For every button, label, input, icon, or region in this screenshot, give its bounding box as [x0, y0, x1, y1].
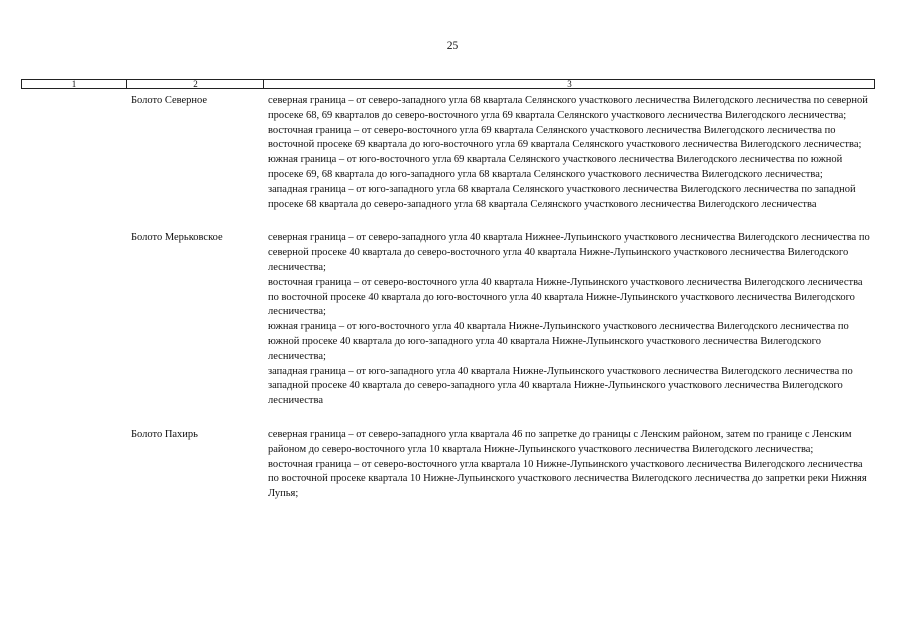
- boundary-south: южная граница – от юго-восточного угла 40 квартала Нижне-Лупьинского участкового лесничества Вилегодского лесничества по южной просеке 40 квартала до юго-западного угла 40 квартала Нижне-Лупьинского участкового лесничества Вилегодского лесничества;: [268, 321, 849, 362]
- boundary-description: [268, 231, 870, 409]
- bog-name: Болото Мерьковское: [131, 232, 223, 244]
- table-row-bog-pakhir: [0, 428, 905, 502]
- table-row-bog-merkovskoe: [0, 231, 905, 409]
- boundary-south: южная граница – от юго-восточного угла 69 квартала Селянского участкового лесничества Вилегодского лесничества по южной просеке 69, 68 квартала до юго-западного угла 68 квартала Селянского участкового лесничества Вилегодского лесничества;: [268, 154, 843, 180]
- boundary-east: восточная граница – от северо-восточного угла 40 квартала Нижне-Лупьинского участкового лесничества Вилегодского лесничества по восточной просеке 40 квартала до юго-восточного угла 40 квартала Нижне-Лупьинского участкового лесничества Вилегодского лесничества;: [268, 276, 863, 318]
- table-header-row: [21, 79, 875, 89]
- table-row-bog-severnoe: [0, 94, 905, 212]
- boundary-west: западная граница – от юго-западного угла 40 квартала Нижне-Лупьинского участкового лесничества Вилегодского лесничества по западной просеке 40 квартала до северо-западного угла 40 квартала Нижне-Лупьинского участкового лесничества Вилегодского лесничества: [268, 365, 853, 407]
- boundary-west: западная граница – от юго-западного угла 68 квартала Селянского участкового лесничества Вилегодского лесничества по западной просеке 68 квартала до северо-западного угла 68 квартала Селянского участкового лесничества Вилегодского лесничества: [268, 183, 856, 210]
- bog-name: Болото Пахирь: [131, 428, 198, 440]
- table-body: [0, 94, 905, 502]
- boundary-description: [268, 428, 870, 502]
- boundary-north: северная граница – от северо-западного угла квартала 46 по запретке до границы с Ленским районом, затем по границе с Ленским районом до северо-восточного угла 10 квартала Нижне-Лупьинского участкового лесничества Вилегодского лесничества;: [268, 428, 852, 455]
- boundary-east: восточная граница – от северо-восточного угла квартала 10 Нижне-Лупьинского участкового лесничества Вилегодского лесничества по восточной просеке квартала 10 Нижне-Лупьинского участкового лесничества Вилегодского лесничества до запретки реки Нижняя Лупья;: [268, 458, 867, 500]
- boundary-description: [268, 94, 870, 212]
- boundary-east: восточная граница – от северо-восточного угла 69 квартала Селянского участкового лесничества Вилегодского лесничества по восточной просеке 69 квартала до юго-восточного угла 69 квартала Селянского участкового лесничества Вилегодского лесничества;: [268, 124, 862, 151]
- table-header-col-3: 3: [263, 80, 875, 88]
- page-number: 25: [446, 40, 459, 52]
- boundary-north: северная граница – от северо-западного угла 68 квартала Селянского участкового лесничества Вилегодского лесничества по северной просеке 68, 69 кварталов до северо-восточного угла 69 квартала Селянского участкового лесничества Вилегодского лесничества;: [268, 95, 868, 121]
- boundary-north: северная граница – от северо-западного угла 40 квартала Нижнее-Лупьинского участкового лесничества Вилегодского лесничества по северной просеке 40 квартала до северо-восточного угла 40 квартала Нижне-Лупьинского участкового лесничества Вилегодского лесничества;: [268, 232, 870, 273]
- table-header-col-2: 2: [126, 80, 264, 88]
- table-header-col-1: 1: [71, 79, 77, 89]
- bog-name: Болото Северное: [131, 95, 208, 106]
